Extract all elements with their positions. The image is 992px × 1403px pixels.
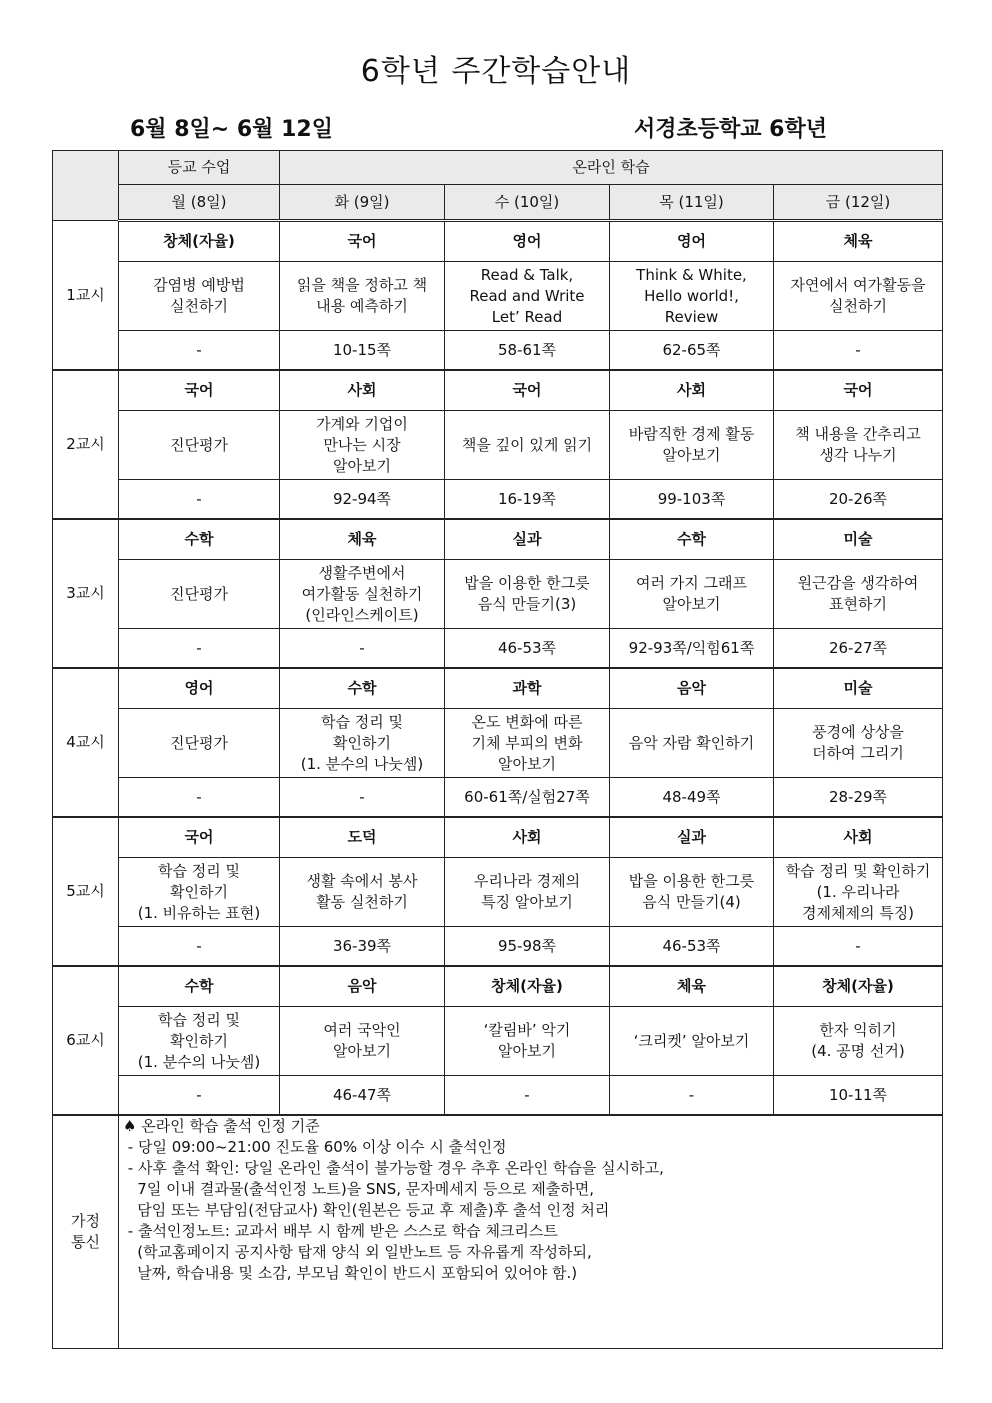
lesson-description xyxy=(445,1007,610,1076)
subject-cell: 사회 xyxy=(774,817,943,858)
lesson-description xyxy=(119,262,280,331)
subject-cell: 영어 xyxy=(445,221,610,262)
lesson-description xyxy=(774,411,943,480)
lesson-description xyxy=(774,709,943,778)
period-label: 5교시 xyxy=(53,817,119,966)
subject-cell: 사회 xyxy=(280,370,445,411)
page-range-cell: - xyxy=(119,1076,280,1116)
home-notice xyxy=(119,1115,943,1349)
lesson-description xyxy=(280,560,445,629)
description-line: 책을 깊이 있게 읽기 xyxy=(461,435,593,454)
page-range-cell: 10-15쪽 xyxy=(280,331,445,371)
description-line: 음악 자람 확인하기 xyxy=(628,733,755,752)
description-line: 생활주변에서 xyxy=(318,563,406,582)
description-line: 여러 국악인 xyxy=(323,1021,401,1039)
description-line: 온도 변화에 따른 xyxy=(471,712,583,731)
description-line: 알아보기 xyxy=(662,446,721,464)
page-range-cell: 26-27쪽 xyxy=(774,629,943,669)
description-line: 기체 부피의 변화 xyxy=(471,733,583,752)
description-line: (인라인스케이트) xyxy=(305,605,419,624)
page-range-cell: 48-49쪽 xyxy=(610,778,774,818)
page-range-cell: 92-94쪽 xyxy=(280,480,445,520)
lesson-description xyxy=(610,858,774,927)
subject-cell: 수학 xyxy=(119,966,280,1007)
subject-cell: 국어 xyxy=(119,370,280,411)
page-range-cell: - xyxy=(119,629,280,669)
description-line: 생활 속에서 봉사 xyxy=(306,872,418,890)
description-line: 학습 정리 및 xyxy=(321,712,403,731)
page-range-cell: - xyxy=(280,629,445,669)
page-range-cell: - xyxy=(280,778,445,818)
period-label: 3교시 xyxy=(53,519,119,668)
offline-header: 등교 수업 xyxy=(119,151,280,185)
description-line: 확인하기 xyxy=(170,882,228,901)
lesson-description xyxy=(610,560,774,629)
subject-cell: 미술 xyxy=(774,668,943,709)
day-header: 화 (9일) xyxy=(280,185,445,221)
lesson-description xyxy=(280,858,445,927)
description-line: 밥을 이용한 한그릇 xyxy=(464,574,590,592)
lesson-description xyxy=(119,709,280,778)
subject-cell: 창체(자율) xyxy=(774,966,943,1007)
subject-cell: 과학 xyxy=(445,668,610,709)
lesson-description xyxy=(445,858,610,927)
page-range-cell: - xyxy=(774,331,943,371)
day-header: 수 (10일) xyxy=(445,185,610,221)
lesson-description xyxy=(280,262,445,331)
page-range-cell: 60-61쪽/실험27쪽 xyxy=(445,778,610,818)
period-label: 6교시 xyxy=(53,966,119,1115)
description-line: ‘칼림바’ 악기 xyxy=(483,1021,571,1039)
subject-cell: 실과 xyxy=(610,817,774,858)
page-range-cell: 46-53쪽 xyxy=(445,629,610,669)
page-range-cell: - xyxy=(445,1076,610,1116)
description-line: Hello world!, xyxy=(644,286,739,305)
page-range-cell: 46-47쪽 xyxy=(280,1076,445,1116)
lesson-description xyxy=(610,411,774,480)
page-range-cell: 58-61쪽 xyxy=(445,331,610,371)
description-line: (1. 분수의 나눗셈) xyxy=(137,1052,261,1071)
description-line: 감염병 예방법 xyxy=(153,276,245,294)
notice-line: - 출석인정노트: 교과서 배부 시 함께 받은 스스로 학습 체크리스트 xyxy=(123,1222,558,1240)
lesson-description xyxy=(445,709,610,778)
description-line: 음식 만들기(4) xyxy=(642,893,741,911)
lesson-description xyxy=(774,1007,943,1076)
notice-label xyxy=(53,1115,119,1349)
subject-cell: 음악 xyxy=(280,966,445,1007)
description-line: Read and Write xyxy=(469,286,585,305)
page-range-cell: - xyxy=(119,778,280,818)
description-line: 진단평가 xyxy=(170,733,228,752)
week-range: 6월 8일~ 6월 12일 xyxy=(130,117,333,142)
subject-cell: 창체(자율) xyxy=(119,221,280,262)
description-line: 원근감을 생각하여 xyxy=(797,574,919,592)
description-line: 여러 가지 그래프 xyxy=(636,574,747,592)
page-range-cell: 46-53쪽 xyxy=(610,927,774,967)
description-line: (1. 분수의 나눗셈) xyxy=(300,754,424,773)
lesson-description xyxy=(119,858,280,927)
subject-cell: 체육 xyxy=(610,966,774,1007)
page-range-cell: - xyxy=(119,927,280,967)
subject-cell: 도덕 xyxy=(280,817,445,858)
subject-cell: 수학 xyxy=(610,519,774,560)
lesson-description xyxy=(280,709,445,778)
description-line: 확인하기 xyxy=(170,1031,228,1050)
notice-line: - 당일 09:00~21:00 진도율 60% 이상 이수 시 출석인정 xyxy=(123,1138,507,1156)
description-line: 생각 나누기 xyxy=(819,446,897,464)
subject-cell: 국어 xyxy=(119,817,280,858)
lesson-description xyxy=(119,560,280,629)
subject-cell: 국어 xyxy=(445,370,610,411)
description-line: 학습 정리 및 확인하기 xyxy=(785,861,931,880)
subject-cell: 창체(자율) xyxy=(445,966,610,1007)
description-line: 한자 익히기 xyxy=(819,1021,897,1039)
lesson-description xyxy=(610,262,774,331)
subject-cell: 음악 xyxy=(610,668,774,709)
subject-cell: 미술 xyxy=(774,519,943,560)
weekly-schedule-table xyxy=(52,150,943,1349)
description-line: 여가활동 실천하기 xyxy=(301,584,423,603)
description-line: 읽을 책을 정하고 책 xyxy=(296,276,428,294)
description-line: 우리나라 경제의 xyxy=(473,872,581,890)
page-range-cell: 20-26쪽 xyxy=(774,480,943,520)
notice-line: - 사후 출석 확인: 당일 온라인 출석이 불가능할 경우 추후 온라인 학습을 실시하고, xyxy=(123,1159,664,1177)
day-header: 월 (8일) xyxy=(119,185,280,221)
day-header: 금 (12일) xyxy=(774,185,943,221)
description-line: 가계와 기업이 xyxy=(316,414,408,433)
description-line: 풍경에 상상을 xyxy=(812,723,904,741)
description-line: 특징 알아보기 xyxy=(481,893,573,911)
description-line: 학습 정리 및 xyxy=(158,1010,240,1029)
notice-line: 담임 또는 부담임(전담교사) 확인(원본은 등교 후 제출)후 출석 인정 처리 xyxy=(123,1201,610,1219)
lesson-description xyxy=(610,1007,774,1076)
description-line: 활동 실천하기 xyxy=(316,893,408,911)
page-range-cell: 16-19쪽 xyxy=(445,480,610,520)
notice-line: 날짜, 학습내용 및 소감, 부모님 확인이 반드시 포함되어 있어야 함.) xyxy=(123,1264,578,1282)
page-title: 6학년 주간학습안내 xyxy=(360,54,632,89)
lesson-description xyxy=(445,262,610,331)
subject-cell: 사회 xyxy=(445,817,610,858)
subject-cell: 수학 xyxy=(119,519,280,560)
subject-cell: 사회 xyxy=(610,370,774,411)
lesson-description xyxy=(280,411,445,480)
period-label: 4교시 xyxy=(53,668,119,817)
lesson-description xyxy=(610,709,774,778)
page-range-cell: - xyxy=(119,480,280,520)
lesson-description xyxy=(445,411,610,480)
school-name: 서경초등학교 6학년 xyxy=(634,117,827,142)
description-line: 내용 예측하기 xyxy=(316,297,408,315)
page-range-cell: - xyxy=(774,927,943,967)
description-line: 표현하기 xyxy=(829,595,887,613)
description-line: 책 내용을 간추리고 xyxy=(795,425,921,443)
description-line: 경제체제의 특징) xyxy=(801,903,915,922)
description-line: 확인하기 xyxy=(333,733,391,752)
lesson-description xyxy=(774,560,943,629)
online-header: 온라인 학습 xyxy=(280,151,943,185)
subject-cell: 국어 xyxy=(774,370,943,411)
lesson-description xyxy=(280,1007,445,1076)
notice-line: (학교홈페이지 공지사항 탑재 양식 외 일반노트 등 자유롭게 작성하되, xyxy=(123,1243,592,1261)
description-line: 학습 정리 및 xyxy=(158,861,240,880)
description-line: 진단평가 xyxy=(170,435,228,454)
notice-label-line: 통신 xyxy=(71,1233,100,1251)
page-range-cell: - xyxy=(119,331,280,371)
corner-cell xyxy=(53,151,119,221)
notice-line: ♠ 온라인 학습 출석 인정 기준 xyxy=(123,1117,320,1135)
period-label: 1교시 xyxy=(53,221,119,371)
subject-cell: 실과 xyxy=(445,519,610,560)
day-header: 목 (11일) xyxy=(610,185,774,221)
description-line: (1. 비유하는 표현) xyxy=(137,903,261,922)
lesson-description xyxy=(774,858,943,927)
description-line: 진단평가 xyxy=(170,584,228,603)
page-range-cell: 10-11쪽 xyxy=(774,1076,943,1116)
description-line: 바람직한 경제 활동 xyxy=(628,425,755,443)
description-line: 실천하기 xyxy=(170,297,228,315)
subject-cell: 체육 xyxy=(280,519,445,560)
lesson-description xyxy=(774,262,943,331)
notice-label-line: 가정 xyxy=(71,1212,100,1230)
description-line: 알아보기 xyxy=(333,1042,391,1060)
lesson-description xyxy=(119,1007,280,1076)
description-line: (4. 공명 선거) xyxy=(811,1042,905,1060)
lesson-description xyxy=(119,411,280,480)
page-range-cell: 36-39쪽 xyxy=(280,927,445,967)
description-line: 알아보기 xyxy=(498,754,556,773)
page-range-cell: 28-29쪽 xyxy=(774,778,943,818)
page-range-cell: 92-93쪽/익힘61쪽 xyxy=(610,629,774,669)
page-range-cell: 62-65쪽 xyxy=(610,331,774,371)
description-line: ‘크리켓’ 알아보기 xyxy=(633,1031,750,1050)
period-label: 2교시 xyxy=(53,370,119,519)
description-line: Read & Talk, xyxy=(480,265,574,284)
description-line: (1. 우리나라 xyxy=(816,882,900,901)
description-line: 알아보기 xyxy=(333,456,391,475)
description-line: 자연에서 여가활동을 xyxy=(790,276,926,294)
page-range-cell: 95-98쪽 xyxy=(445,927,610,967)
subject-cell: 수학 xyxy=(280,668,445,709)
subject-cell: 체육 xyxy=(774,221,943,262)
description-line: 만나는 시장 xyxy=(323,435,401,454)
page-range-cell: 99-103쪽 xyxy=(610,480,774,520)
description-line: 밥을 이용한 한그릇 xyxy=(628,872,755,890)
description-line: 알아보기 xyxy=(498,1042,556,1060)
subject-cell: 국어 xyxy=(280,221,445,262)
subject-cell: 영어 xyxy=(119,668,280,709)
subject-cell: 영어 xyxy=(610,221,774,262)
description-line: 음식 만들기(3) xyxy=(477,595,577,613)
lesson-description xyxy=(445,560,610,629)
description-line: Let’ Read xyxy=(491,307,563,326)
notice-line: 7일 이내 결과물(출석인정 노트)을 SNS, 문자메세지 등으로 제출하면, xyxy=(123,1180,594,1198)
description-line: 더하여 그리기 xyxy=(812,744,904,762)
description-line: Think & White, xyxy=(636,265,747,284)
page-range-cell: - xyxy=(610,1076,774,1116)
description-line: 알아보기 xyxy=(662,595,721,613)
description-line: 실천하기 xyxy=(829,297,887,315)
description-line: Review xyxy=(664,307,719,326)
